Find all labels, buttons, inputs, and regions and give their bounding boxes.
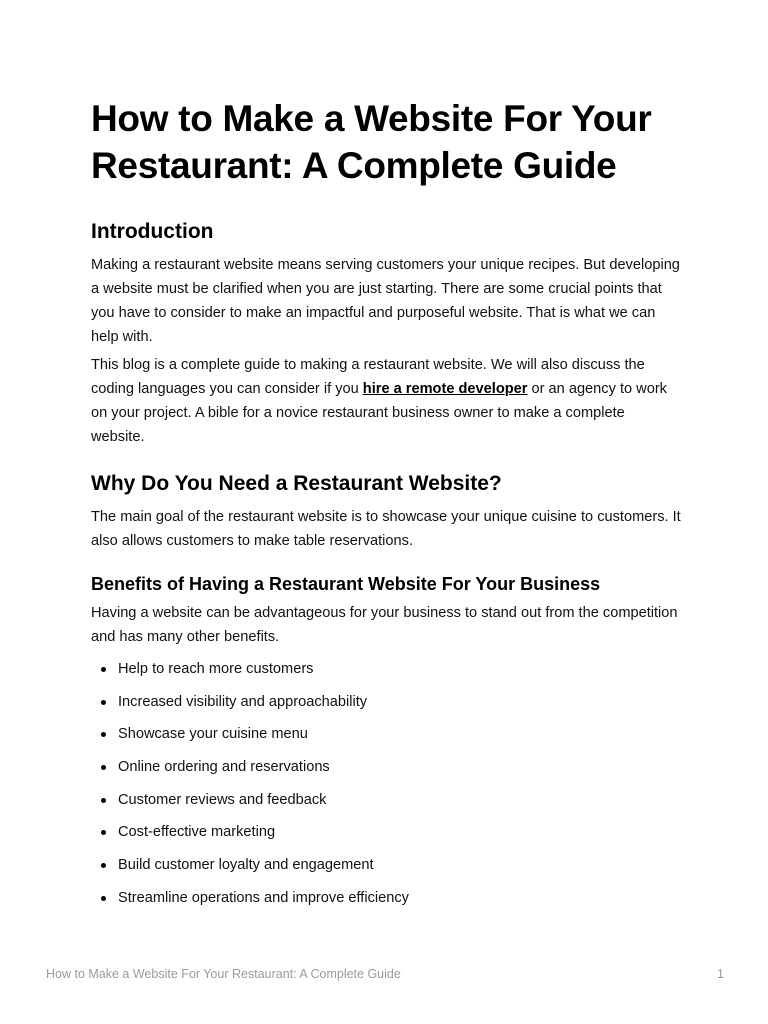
footer-page-number: 1: [717, 967, 724, 981]
bullet-icon: [101, 700, 106, 705]
bullet-icon: [101, 896, 106, 901]
why-need-website-heading: Why Do You Need a Restaurant Website?: [91, 472, 502, 495]
intro-paragraph-2-text-before: This blog is a complete guide to making a restaurant website. We will also discuss the coding languages you can consider if you: [91, 357, 645, 397]
document-title: How to Make a Website For Your Restaurant: A Complete Guide: [91, 98, 652, 186]
list-item: [91, 755, 681, 788]
list-item-text: Cost-effective marketing: [118, 824, 276, 841]
intro-paragraph-2: [91, 353, 681, 449]
bullet-icon: [101, 765, 106, 770]
hire-remote-developer-link[interactable]: hire a remote developer: [362, 381, 528, 397]
benefits-list: [91, 657, 681, 919]
list-item: [91, 820, 681, 853]
footer-title: How to Make a Website For Your Restaurant: A Complete Guide: [46, 967, 401, 981]
list-item-text: Showcase your cuisine menu: [118, 726, 308, 743]
list-item: [91, 690, 681, 723]
intro-paragraph-1: Making a restaurant website means serving customers your unique recipes. But developing a website must be clarified when you are just starting. There are some crucial points that you have to consider to make an impactful and purposeful website. That is what we can help with.: [91, 257, 680, 345]
list-item-text: Streamline operations and improve efficiency: [118, 889, 409, 906]
list-item: [91, 853, 681, 886]
bullet-icon: [101, 863, 106, 868]
bullet-icon: [101, 667, 106, 672]
benefits-paragraph: Having a website can be advantageous for your business to stand out from the competition and has many other benefits.: [91, 605, 678, 645]
bullet-icon: [101, 798, 106, 803]
list-item-text: Increased visibility and approachability: [118, 693, 368, 710]
list-item: [91, 722, 681, 755]
list-item-text: Customer reviews and feedback: [118, 791, 327, 808]
list-item-text: Online ordering and reservations: [118, 759, 330, 776]
list-item: [91, 788, 681, 821]
benefits-heading: Benefits of Having a Restaurant Website For Your Business: [91, 574, 601, 594]
list-item: [91, 657, 681, 690]
bullet-icon: [101, 732, 106, 737]
introduction-heading: Introduction: [91, 220, 214, 243]
why-paragraph: The main goal of the restaurant website is to showcase your unique cuisine to customers. It also allows customers to make table reservations.: [91, 509, 681, 549]
list-item-text: Help to reach more customers: [118, 661, 314, 677]
bullet-icon: [101, 830, 106, 835]
intro-paragraph-2-text-after: or an agency to work on your project. A bible for a novice restaurant business owner to make a complete website.: [91, 381, 667, 445]
list-item-text: Build customer loyalty and engagement: [118, 857, 374, 874]
list-item: [91, 886, 681, 919]
